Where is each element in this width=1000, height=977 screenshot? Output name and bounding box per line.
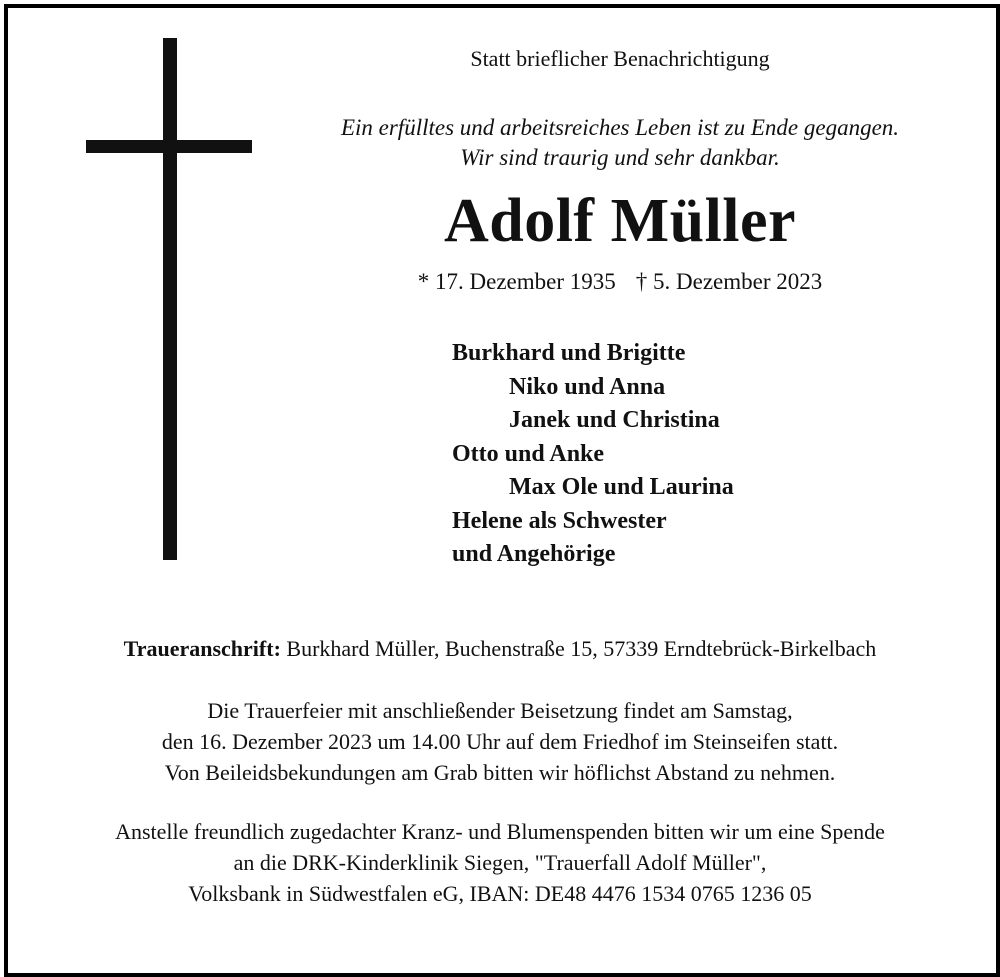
mourner-line: Helene als Schwester (452, 507, 667, 534)
death-date: † 5. Dezember 2023 (635, 269, 823, 294)
quote-line: Wir sind traurig und sehr dankbar. (460, 145, 780, 170)
ceremony-line: den 16. Dezember 2023 um 14.00 Uhr auf dem Friedhof im Steinseifen statt. (161, 729, 839, 754)
birth-date: * 17. Dezember 1935 (417, 269, 616, 294)
mourning-address (0, 636, 1000, 662)
deceased-name: Adolf Müller (443, 187, 797, 255)
donation-line: Anstelle freundlich zugedachter Kranz- und Blumenspenden bitten wir um eine Spende (115, 819, 885, 844)
address-value: Burkhard Müller, Buchenstraße 15, 57339 Erndtebrück-Birkelbach (286, 636, 877, 661)
ceremony-line: Von Beileidsbekundungen am Grab bitten wir höflichst Abstand zu nehmen. (164, 760, 836, 785)
mourner-line: Otto und Anke (452, 440, 605, 467)
mourner-line: und Angehörige (452, 541, 616, 567)
donation-line: an die DRK-Kinderklinik Siegen, "Trauerfall Adolf Müller", (233, 850, 767, 875)
mourner-line: Burkhard und Brigitte (452, 340, 686, 366)
mourner-line: Niko und Anna (509, 373, 666, 400)
ceremony-line: Die Trauerfeier mit anschließender Beisetzung findet am Samstag, (207, 698, 793, 723)
quote-line: Ein erfülltes und arbeitsreiches Leben ist zu Ende gegangen. (340, 115, 900, 140)
cross-horizontal-beam (86, 140, 252, 153)
life-dates (330, 269, 910, 295)
ceremony-info (0, 695, 1000, 788)
header-note: Statt brieflicher Benachrichtigung (470, 46, 770, 71)
donation-line: Volksbank in Südwestfalen eG, IBAN: DE48 4476 1534 0765 1236 05 (188, 881, 812, 906)
cross-vertical-beam (163, 38, 177, 560)
mourner-line: Janek und Christina (509, 407, 720, 433)
memorial-quote (290, 113, 950, 173)
mourners-list (452, 337, 734, 572)
mourner-line: Max Ole und Laurina (509, 474, 734, 500)
address-label: Traueranschrift: (123, 636, 281, 661)
donation-info (0, 816, 1000, 909)
